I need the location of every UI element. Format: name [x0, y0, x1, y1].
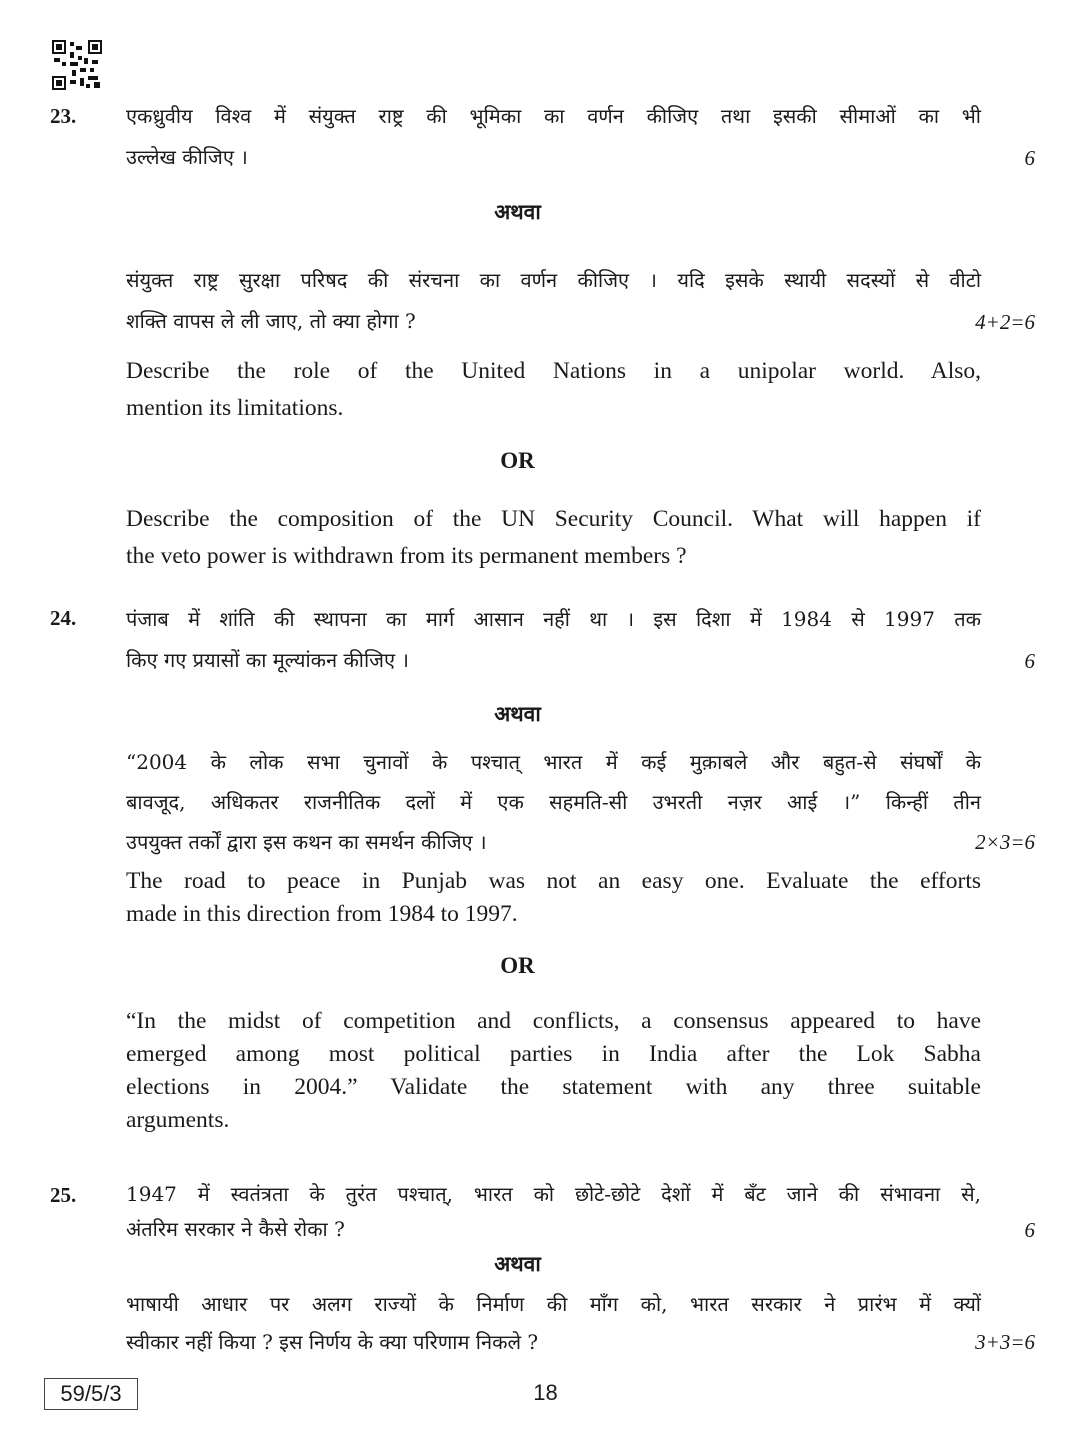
- question-number-25: 25.: [50, 1183, 77, 1207]
- q24-english-alt-line-1: “In the midst of competition and conflicts, a consensus appeared to have: [126, 1008, 981, 1034]
- q25-hindi-line-1: 1947 में स्वतंत्रता के तुरंत पश्चात्, भारत को छोटे-छोटे देशों में बँट जाने की संभावना से,: [126, 1182, 981, 1206]
- paper-code: 59/5/3: [60, 1381, 122, 1406]
- q25-hindi-alt-line-2: स्वीकार नहीं किया ? इस निर्णय के क्या परिणाम निकले ?: [126, 1330, 539, 1354]
- q25-or-hindi: अथवा: [494, 1251, 541, 1276]
- q23-or-hindi: अथवा: [494, 199, 541, 224]
- q24-hindi-line-1: पंजाब में शांति की स्थापना का मार्ग आसान नहीं था । इस दिशा में 1984 से 1997 तक: [126, 607, 981, 631]
- q23-english-alt-line-2: the veto power is withdrawn from its permanent members ?: [126, 543, 687, 569]
- q24-english-line-1: The road to peace in Punjab was not an easy one. Evaluate the efforts: [126, 868, 981, 894]
- q25-marks-main: 6: [1024, 1218, 1035, 1242]
- qr-code-icon: [52, 40, 102, 90]
- q24-hindi-line-2: किए गए प्रयासों का मूल्यांकन कीजिए ।: [126, 648, 410, 672]
- q24-or-english: OR: [500, 953, 535, 978]
- q23-english-line-1: Describe the role of the United Nations in a unipolar world. Also,: [126, 358, 981, 384]
- q24-english-alt-line-2: emerged among most political parties in India after the Lok Sabha: [126, 1041, 981, 1067]
- q23-hindi-line-1: एकध्रुवीय विश्व में संयुक्त राष्ट्र की भूमिका का वर्णन कीजिए तथा इसकी सीमाओं का भी: [126, 104, 981, 128]
- q23-or-english: OR: [500, 448, 535, 473]
- q23-hindi-alt-line-2: शक्ति वापस ले ली जाए, तो क्या होगा ?: [126, 309, 416, 333]
- q24-english-alt-line-3: elections in 2004.” Validate the statement with any three suitable: [126, 1074, 981, 1100]
- question-number-23: 23.: [50, 104, 77, 128]
- q23-hindi-line-2: उल्लेख कीजिए ।: [126, 145, 248, 169]
- q24-english-alt-line-4: arguments.: [126, 1107, 230, 1133]
- q24-english-line-2: made in this direction from 1984 to 1997.: [126, 901, 518, 927]
- q24-marks-main: 6: [1024, 649, 1035, 673]
- q24-hindi-alt-line-1: “2004 के लोक सभा चुनावों के पश्चात् भारत में कई मुक़ाबले और बहुत-से संघर्षों के: [126, 750, 981, 774]
- q23-hindi-alt-line-1: संयुक्त राष्ट्र सुरक्षा परिषद की संरचना का वर्णन कीजिए । यदि इसके स्थायी सदस्यों से वीटो: [126, 268, 981, 292]
- q23-english-line-2: mention its limitations.: [126, 395, 344, 421]
- q24-hindi-alt-line-2: बावजूद, अधिकतर राजनीतिक दलों में एक सहमति-सी उभरती नज़र आई ।” किन्हीं तीन: [126, 790, 981, 814]
- q23-english-alt-line-1: Describe the composition of the UN Security Council. What will happen if: [126, 506, 981, 532]
- q25-hindi-alt-line-1: भाषायी आधार पर अलग राज्यों के निर्माण की माँग को, भारत सरकार ने प्रारंभ में क्यों: [126, 1292, 981, 1316]
- q24-hindi-alt-line-3: उपयुक्त तर्कों द्वारा इस कथन का समर्थन कीजिए ।: [126, 830, 487, 854]
- q25-hindi-line-2: अंतरिम सरकार ने कैसे रोका ?: [126, 1217, 345, 1241]
- q24-marks-alt: 2×3=6: [975, 830, 1035, 854]
- q25-marks-alt: 3+3=6: [975, 1330, 1035, 1354]
- q24-or-hindi: अथवा: [494, 701, 541, 726]
- page-number: 18: [533, 1380, 558, 1405]
- q23-marks-main: 6: [1024, 146, 1035, 170]
- question-number-24: 24.: [50, 606, 77, 630]
- q23-marks-alt: 4+2=6: [975, 310, 1035, 334]
